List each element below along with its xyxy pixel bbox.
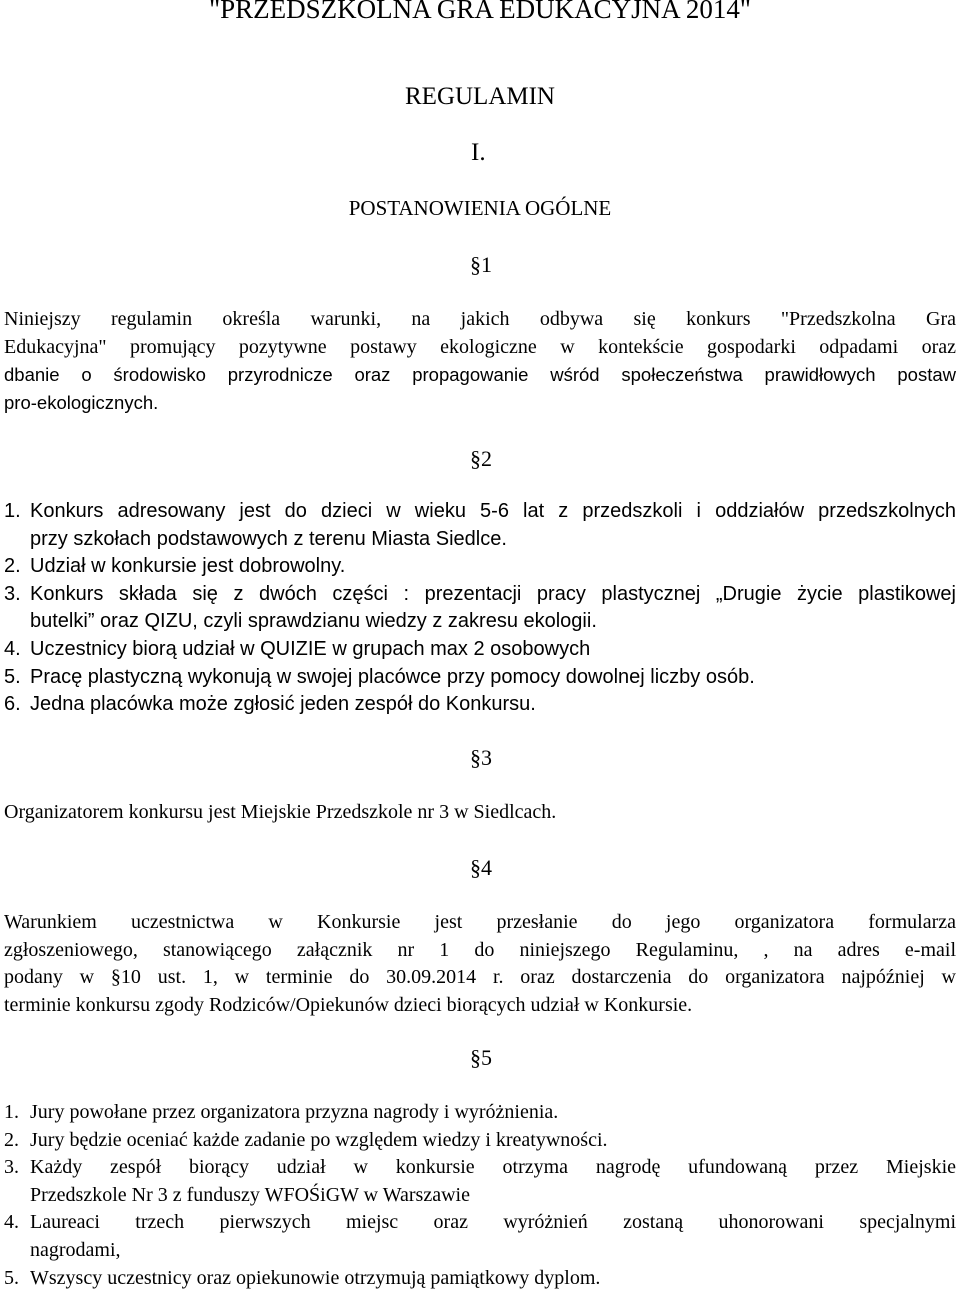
list-number: 2. (4, 1128, 19, 1151)
list-number: 3. (4, 1156, 19, 1179)
list-number: 4. (4, 1211, 19, 1234)
list-item-line: nagrodami, (30, 1238, 121, 1261)
list-item-line: Uczestnicy biorą udział w QUIZIE w grupach max 2 osobowych (30, 637, 591, 660)
list-number: 1. (4, 500, 21, 522)
paragraph-line: terminie konkursu zgody Rodziców/Opiekunów dzieci biorących udział w Konkursie. (4, 993, 693, 1016)
list-item-line: Wszyscy uczestnicy oraz opiekunowie otrzymują pamiątkowy dyplom. (30, 1266, 601, 1289)
list-item (4, 498, 956, 553)
document-title: "PRZEDSZKOLNA GRA EDUKACYJNA 2014" (209, 0, 751, 24)
roman-numeral: I. (471, 139, 486, 166)
paragraph-line: zgłoszeniowego, stanowiącego załącznik nr 1 do niniejszego Regulaminu, , na adres e-mail (4, 938, 956, 961)
list-item (4, 1154, 956, 1209)
list-item-line: Konkurs adresowany jest do dzieci w wieku 5-6 lat z przedszkoli i oddziałów przedszkolnych (30, 500, 956, 522)
list-number: 3. (4, 582, 21, 605)
section-2-list (4, 498, 956, 719)
list-number: 5. (4, 665, 21, 688)
paragraph-line: Edukacyjna" promujący pozytywne postawy ekologiczne w kontekście gospodarki odpadami oraz (4, 335, 956, 358)
list-item (4, 581, 956, 636)
list-number: 1. (4, 1101, 19, 1123)
list-item (4, 664, 956, 692)
list-item-line: Pracę plastyczną wykonują w swojej placówce przy pomocy dowolnej liczby osób. (30, 665, 755, 688)
list-item-line: Laureaci trzech pierwszych miejsc oraz wyróżnień zostaną uhonorowani specjalnymi (30, 1211, 956, 1234)
section-1-paragraph (4, 306, 956, 416)
list-number: 4. (4, 637, 21, 660)
list-item-line: Jury będzie oceniać każde zadanie po względem wiedzy i kreatywności. (30, 1128, 608, 1151)
paragraph-line: Warunkiem uczestnictwa w Konkursie jest przesłanie do jego organizatora formularza (4, 911, 956, 933)
paragraph-line: Niniejszy regulamin określa warunki, na jakich odbywa się konkurs "Przedszkolna Gra (4, 308, 956, 330)
section-mark-3: §3 (470, 745, 492, 770)
list-item (4, 1127, 956, 1155)
regulamin-heading: REGULAMIN (405, 83, 555, 110)
list-item-line: Każdy zespół biorący udział w konkursie otrzyma nagrodę ufundowaną przez Miejskie (30, 1156, 956, 1179)
paragraph-line: dbanie o środowisko przyrodnicze oraz propagowanie wśród społeczeństwa prawidłowych postaw (4, 364, 956, 386)
list-item (4, 1209, 956, 1264)
paragraph-line: podany w §10 ust. 1, w terminie do 30.09.2014 r. oraz dostarczenia do organizatora najpóźniej w (4, 966, 956, 989)
list-item (4, 1265, 956, 1292)
list-item-line: Jury powołane przez organizatora przyzna nagrody i wyróżnienia. (30, 1101, 559, 1123)
section-mark-4: §4 (470, 855, 492, 880)
list-item-line: przy szkołach podstawowych z terenu Miasta Siedlce. (30, 527, 507, 550)
section-5-list (4, 1099, 956, 1292)
section-4-paragraph (4, 909, 956, 1019)
list-item (4, 691, 956, 719)
list-item-line: Jedna placówka może zgłosić jeden zespół do Konkursu. (30, 693, 536, 716)
section-3-paragraph (4, 799, 956, 827)
part-title: POSTANOWIENIA OGÓLNE (348, 196, 612, 220)
list-number: 5. (4, 1266, 19, 1289)
list-item-line: Przedszkole Nr 3 z funduszy WFOŚiGW w Warszawie (30, 1183, 470, 1206)
list-item-line: Konkurs składa się z dwóch części : prezentacji pracy plastycznej „Drugie życie plastikowej (30, 582, 956, 605)
paragraph-line: Organizatorem konkursu jest Miejskie Przedszkole nr 3 w Siedlcach. (4, 801, 557, 823)
list-item (4, 636, 956, 664)
section-mark-2: §2 (470, 446, 492, 471)
section-mark-1: §1 (470, 252, 492, 277)
list-item-line: butelki” oraz QIZU, czyli sprawdzianu wiedzy z zakresu ekologii. (30, 610, 597, 633)
list-item-line: Udział w konkursie jest dobrowolny. (30, 555, 346, 578)
paragraph-line: pro-ekologicznych. (4, 391, 159, 413)
list-item (4, 553, 956, 581)
list-number: 6. (4, 693, 21, 716)
list-item (4, 1099, 956, 1127)
section-mark-5: §5 (470, 1045, 492, 1070)
list-number: 2. (4, 555, 21, 578)
